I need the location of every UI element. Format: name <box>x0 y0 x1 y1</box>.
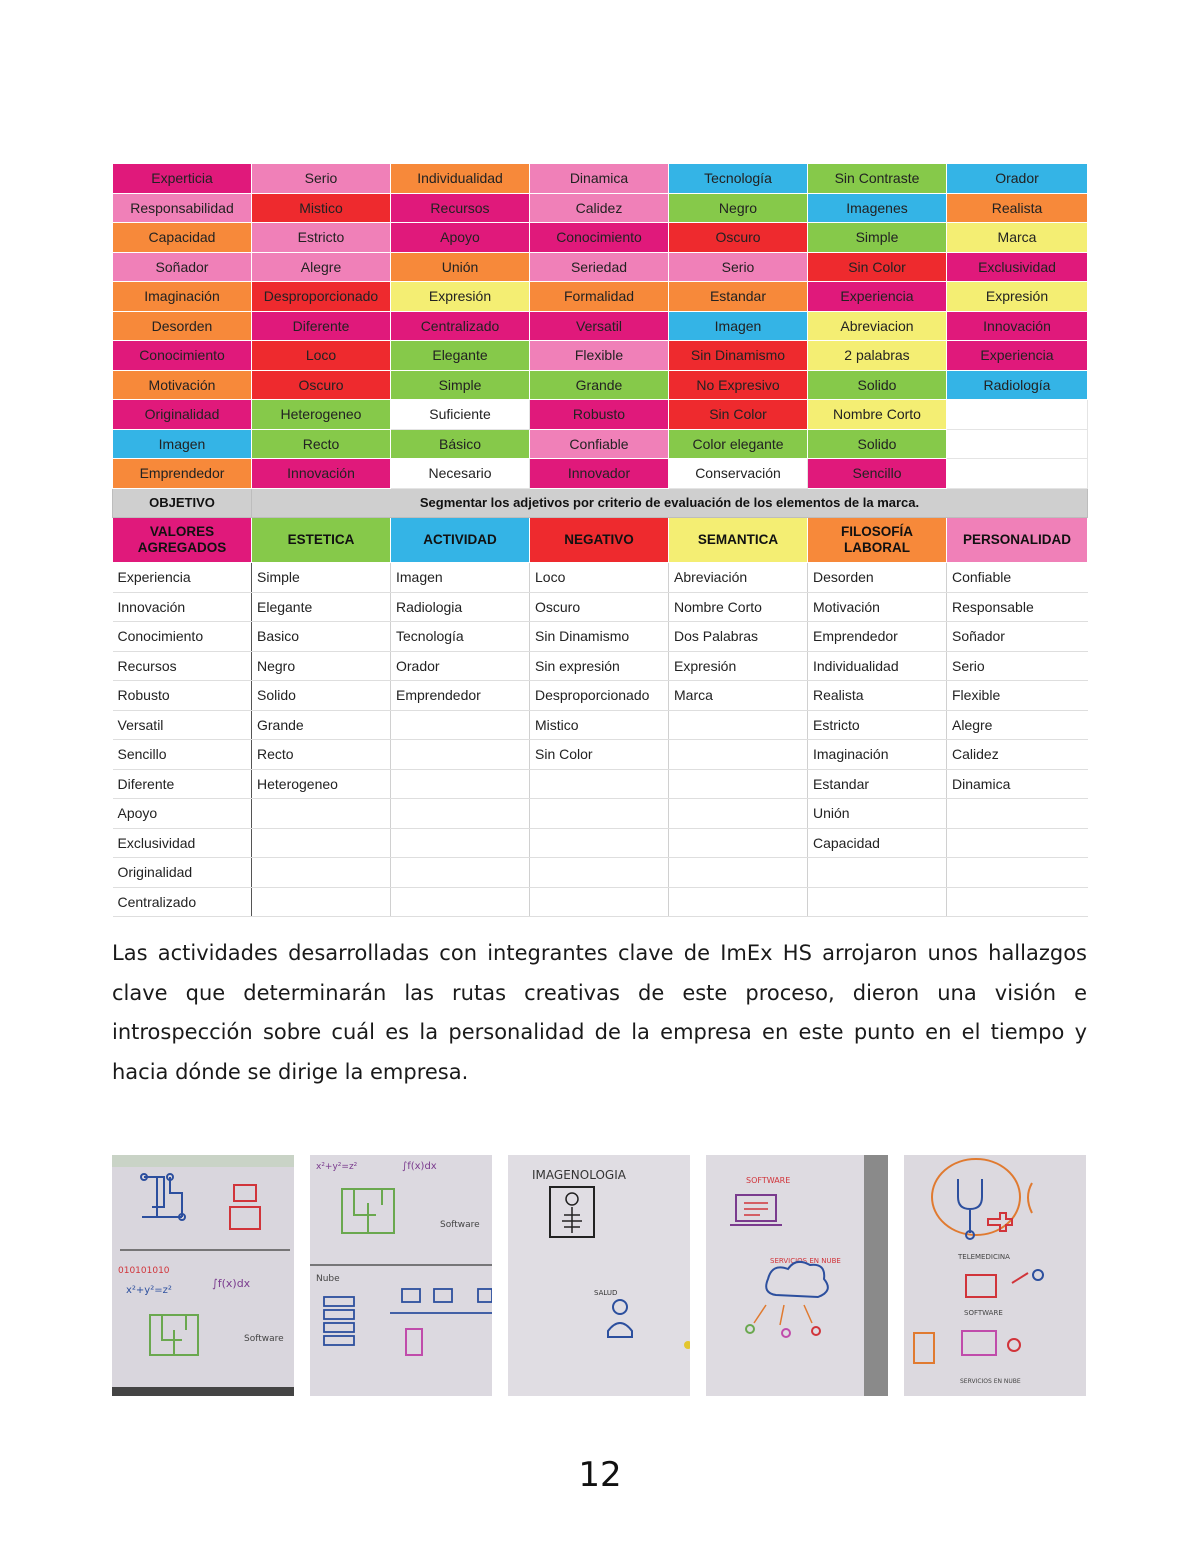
sketch-photo-cloud <box>706 1155 888 1396</box>
category-list-cell: Tecnología <box>391 622 530 652</box>
svg-text:TELEMEDICINA: TELEMEDICINA <box>958 1253 1010 1261</box>
adjective-row <box>113 459 1088 489</box>
category-list-cell <box>391 740 530 770</box>
adjective-cell: Estricto <box>252 223 391 253</box>
category-header: ESTETICA <box>252 518 391 563</box>
adjective-row <box>113 341 1088 371</box>
category-list-cell: Elegante <box>252 592 391 622</box>
svg-text:SOFTWARE: SOFTWARE <box>964 1309 1003 1317</box>
adjective-cell: Simple <box>808 223 947 253</box>
category-list-cell <box>808 858 947 888</box>
sketch-caption: IMAGENOLOGIA <box>532 1168 626 1182</box>
adjective-row <box>113 193 1088 223</box>
adjective-cell: Sin Dinamismo <box>669 341 808 371</box>
category-list-cell: Unión <box>808 799 947 829</box>
adjective-cell: Experticia <box>113 164 252 194</box>
svg-text:∫f(x)dx: ∫f(x)dx <box>402 1161 437 1172</box>
category-list-cell: Emprendedor <box>391 681 530 711</box>
adjective-cell: Diferente <box>252 311 391 341</box>
adjective-cell: Recursos <box>391 193 530 223</box>
category-list-cell: Experiencia <box>113 563 252 593</box>
category-list-cell: Versatil <box>113 710 252 740</box>
adjective-cell: Básico <box>391 429 530 459</box>
category-header: SEMANTICA <box>669 518 808 563</box>
adjective-row <box>113 400 1088 430</box>
adjective-cell: Versatil <box>530 311 669 341</box>
category-list-cell <box>530 799 669 829</box>
category-list-cell: Radiologia <box>391 592 530 622</box>
category-list-cell: Solido <box>252 681 391 711</box>
category-list-cell <box>947 887 1088 917</box>
category-list-cell: Grande <box>252 710 391 740</box>
category-list-cell: Basico <box>252 622 391 652</box>
category-list-cell: Calidez <box>947 740 1088 770</box>
adjective-cell: Loco <box>252 341 391 371</box>
category-list-cell: Negro <box>252 651 391 681</box>
adjective-cell: Necesario <box>391 459 530 489</box>
category-header: VALORES AGREGADOS <box>113 518 252 563</box>
category-list-cell <box>391 887 530 917</box>
category-list-cell <box>391 710 530 740</box>
category-list-cell: Heterogeneo <box>252 769 391 799</box>
category-list-cell <box>947 828 1088 858</box>
category-list-cell <box>947 799 1088 829</box>
adjective-cell: Imagen <box>113 429 252 459</box>
category-list-cell: Expresión <box>669 651 808 681</box>
category-list-cell: Desorden <box>808 563 947 593</box>
adjective-cell: Heterogeneo <box>252 400 391 430</box>
category-list-row <box>113 563 1088 593</box>
objective-row <box>113 488 1088 518</box>
adjective-cell: Solido <box>808 429 947 459</box>
adjective-cell: Color elegante <box>669 429 808 459</box>
category-list-cell: Responsable <box>947 592 1088 622</box>
adjective-cell: Innovación <box>252 459 391 489</box>
adjective-cell: Imagen <box>669 311 808 341</box>
category-list-row <box>113 651 1088 681</box>
adjective-row <box>113 311 1088 341</box>
category-list-row <box>113 858 1088 888</box>
adjective-cell: Serio <box>669 252 808 282</box>
adjective-cell: Conservación <box>669 459 808 489</box>
category-list-row <box>113 887 1088 917</box>
category-list-cell: Desproporcionado <box>530 681 669 711</box>
adjective-cell: Radiología <box>947 370 1088 400</box>
page-number: 12 <box>578 1455 622 1495</box>
adjective-row <box>113 429 1088 459</box>
adjective-cell: Nombre Corto <box>808 400 947 430</box>
adjective-cell <box>947 400 1088 430</box>
category-list-cell <box>947 858 1088 888</box>
category-list-cell: Innovación <box>113 592 252 622</box>
category-list-cell: Estricto <box>808 710 947 740</box>
adjective-cell: Experiencia <box>947 341 1088 371</box>
svg-text:010101010: 010101010 <box>118 1266 170 1276</box>
adjective-row <box>113 164 1088 194</box>
adjective-cell: Formalidad <box>530 282 669 312</box>
category-list-row <box>113 622 1088 652</box>
category-list-row <box>113 681 1088 711</box>
adjective-cell: Conocimiento <box>530 223 669 253</box>
body-paragraph: Las actividades desarrolladas con integrantes clave de ImEx HS arrojaron unos hallazgos clave que determinarán las rutas creativas de este proceso, dieron una visión e introspección sobre cuál es la personalidad de la empresa en este punto en el tiempo y hacia dónde se dirige la empresa. <box>112 941 1087 1084</box>
adjective-cell: No Expresivo <box>669 370 808 400</box>
category-header: ACTIVIDAD <box>391 518 530 563</box>
adjective-cell: Sin Color <box>808 252 947 282</box>
category-list-cell: Nombre Corto <box>669 592 808 622</box>
category-list-cell: Sin expresión <box>530 651 669 681</box>
category-list-cell: Exclusividad <box>113 828 252 858</box>
category-list-cell: Serio <box>947 651 1088 681</box>
adjective-cell: Negro <box>669 193 808 223</box>
category-list-cell: Soñador <box>947 622 1088 652</box>
category-list-cell <box>252 858 391 888</box>
category-list-cell <box>669 769 808 799</box>
svg-text:SALUD: SALUD <box>594 1289 618 1297</box>
category-list-cell <box>669 858 808 888</box>
category-list-row <box>113 828 1088 858</box>
svg-text:SERVICIOS EN NUBE: SERVICIOS EN NUBE <box>960 1378 1021 1385</box>
adjective-cell: Mistico <box>252 193 391 223</box>
category-list-cell: Recto <box>252 740 391 770</box>
category-list-cell: Sin Dinamismo <box>530 622 669 652</box>
adjective-row <box>113 370 1088 400</box>
adjective-cell: Tecnología <box>669 164 808 194</box>
category-header: PERSONALIDAD <box>947 518 1088 563</box>
category-list-cell: Dos Palabras <box>669 622 808 652</box>
category-list-cell <box>391 858 530 888</box>
category-list-cell: Realista <box>808 681 947 711</box>
adjectives-table <box>112 163 1088 917</box>
category-list-cell: Diferente <box>113 769 252 799</box>
adjective-cell <box>947 429 1088 459</box>
adjective-cell: Realista <box>947 193 1088 223</box>
category-list-cell: Emprendedor <box>808 622 947 652</box>
svg-text:Software: Software <box>244 1334 284 1344</box>
sketch-caption: SOFTWARE <box>746 1176 791 1185</box>
category-list-cell <box>391 769 530 799</box>
category-list-cell <box>530 887 669 917</box>
adjective-cell: Elegante <box>391 341 530 371</box>
sketch-photo-stethoscope <box>904 1155 1086 1396</box>
category-list-cell: Oscuro <box>530 592 669 622</box>
adjective-cell: Emprendedor <box>113 459 252 489</box>
category-list-cell: Sencillo <box>113 740 252 770</box>
adjective-cell: Imaginación <box>113 282 252 312</box>
adjective-cell: Oscuro <box>669 223 808 253</box>
adjective-cell: Motivación <box>113 370 252 400</box>
category-list-cell: Simple <box>252 563 391 593</box>
category-list-cell: Imagen <box>391 563 530 593</box>
adjective-cell: Grande <box>530 370 669 400</box>
category-list-cell <box>669 740 808 770</box>
objective-text: Segmentar los adjetivos por criterio de evaluación de los elementos de la marca. <box>252 488 1088 518</box>
adjective-cell: 2 palabras <box>808 341 947 371</box>
category-list-cell: Abreviación <box>669 563 808 593</box>
adjective-cell: Desorden <box>113 311 252 341</box>
category-list-cell: Capacidad <box>808 828 947 858</box>
adjective-cell: Apoyo <box>391 223 530 253</box>
svg-text:∫f(x)dx: ∫f(x)dx <box>212 1277 251 1290</box>
adjective-row <box>113 223 1088 253</box>
adjective-cell: Innovador <box>530 459 669 489</box>
svg-text:Nube: Nube <box>316 1274 340 1284</box>
category-list-cell <box>669 887 808 917</box>
category-list-row <box>113 740 1088 770</box>
adjective-cell: Flexible <box>530 341 669 371</box>
adjective-cell: Conocimiento <box>113 341 252 371</box>
category-list-cell <box>530 769 669 799</box>
category-list-cell: Centralizado <box>113 887 252 917</box>
adjective-cell: Recto <box>252 429 391 459</box>
adjective-cell: Capacidad <box>113 223 252 253</box>
adjective-cell: Sin Color <box>669 400 808 430</box>
adjective-cell: Individualidad <box>391 164 530 194</box>
adjective-cell: Dinamica <box>530 164 669 194</box>
adjective-cell: Confiable <box>530 429 669 459</box>
adjective-cell: Estandar <box>669 282 808 312</box>
adjective-cell: Desproporcionado <box>252 282 391 312</box>
category-list-cell <box>252 799 391 829</box>
adjective-cell: Centralizado <box>391 311 530 341</box>
adjective-cell: Sin Contraste <box>808 164 947 194</box>
adjective-cell: Expresión <box>947 282 1088 312</box>
category-list-cell: Flexible <box>947 681 1088 711</box>
adjective-cell: Responsabilidad <box>113 193 252 223</box>
category-list-cell: Sin Color <box>530 740 669 770</box>
svg-text:Software: Software <box>440 1220 480 1230</box>
category-list-cell: Recursos <box>113 651 252 681</box>
category-list-row <box>113 710 1088 740</box>
adjective-cell: Exclusividad <box>947 252 1088 282</box>
sketch-photo-software <box>310 1155 492 1396</box>
category-list-cell: Conocimiento <box>113 622 252 652</box>
adjective-cell: Marca <box>947 223 1088 253</box>
adjective-row <box>113 282 1088 312</box>
category-list-cell <box>252 828 391 858</box>
category-list-cell <box>391 828 530 858</box>
category-list-cell: Loco <box>530 563 669 593</box>
adjective-row <box>113 252 1088 282</box>
objective-label: OBJETIVO <box>113 488 252 518</box>
adjective-cell: Oscuro <box>252 370 391 400</box>
category-list-cell <box>391 799 530 829</box>
category-list-cell: Mistico <box>530 710 669 740</box>
category-list-cell <box>808 887 947 917</box>
category-list-cell <box>530 858 669 888</box>
category-list-cell: Confiable <box>947 563 1088 593</box>
category-list-cell: Marca <box>669 681 808 711</box>
category-list-cell: Alegre <box>947 710 1088 740</box>
adjective-cell: Expresión <box>391 282 530 312</box>
category-list-cell: Robusto <box>113 681 252 711</box>
category-list-cell <box>252 887 391 917</box>
adjective-cell: Innovación <box>947 311 1088 341</box>
adjective-cell: Seriedad <box>530 252 669 282</box>
category-list-cell: Imaginación <box>808 740 947 770</box>
adjective-cell: Robusto <box>530 400 669 430</box>
adjective-cell: Unión <box>391 252 530 282</box>
adjective-cell: Sencillo <box>808 459 947 489</box>
adjective-cell: Alegre <box>252 252 391 282</box>
adjective-cell: Abreviacion <box>808 311 947 341</box>
category-list-row <box>113 769 1088 799</box>
category-list-cell <box>669 710 808 740</box>
svg-text:x²+y²=z²: x²+y²=z² <box>316 1162 358 1172</box>
svg-text:SERVICIOS EN NUBE: SERVICIOS EN NUBE <box>770 1257 841 1265</box>
category-list-row <box>113 592 1088 622</box>
adjective-cell: Solido <box>808 370 947 400</box>
adjective-cell: Simple <box>391 370 530 400</box>
category-list-cell: Dinamica <box>947 769 1088 799</box>
category-list-cell <box>669 828 808 858</box>
category-list-cell: Individualidad <box>808 651 947 681</box>
category-list-cell: Originalidad <box>113 858 252 888</box>
adjective-cell: Calidez <box>530 193 669 223</box>
category-list-cell: Apoyo <box>113 799 252 829</box>
category-header-row <box>113 518 1088 563</box>
category-list-cell: Estandar <box>808 769 947 799</box>
category-list-row <box>113 799 1088 829</box>
adjective-cell: Originalidad <box>113 400 252 430</box>
category-list-cell: Motivación <box>808 592 947 622</box>
category-header: NEGATIVO <box>530 518 669 563</box>
category-list-cell <box>669 799 808 829</box>
adjective-cell: Orador <box>947 164 1088 194</box>
svg-text:x²+y²=z²: x²+y²=z² <box>126 1285 172 1296</box>
adjective-cell: Suficiente <box>391 400 530 430</box>
category-header: FILOSOFÍA LABORAL <box>808 518 947 563</box>
category-list-cell: Orador <box>391 651 530 681</box>
sketch-photo-imagenologia <box>508 1155 690 1396</box>
category-list-cell <box>530 828 669 858</box>
adjective-cell: Serio <box>252 164 391 194</box>
sketch-photo-circuit <box>112 1155 294 1396</box>
adjective-cell: Imagenes <box>808 193 947 223</box>
adjective-cell: Experiencia <box>808 282 947 312</box>
adjective-cell: Soñador <box>113 252 252 282</box>
adjective-cell <box>947 459 1088 489</box>
